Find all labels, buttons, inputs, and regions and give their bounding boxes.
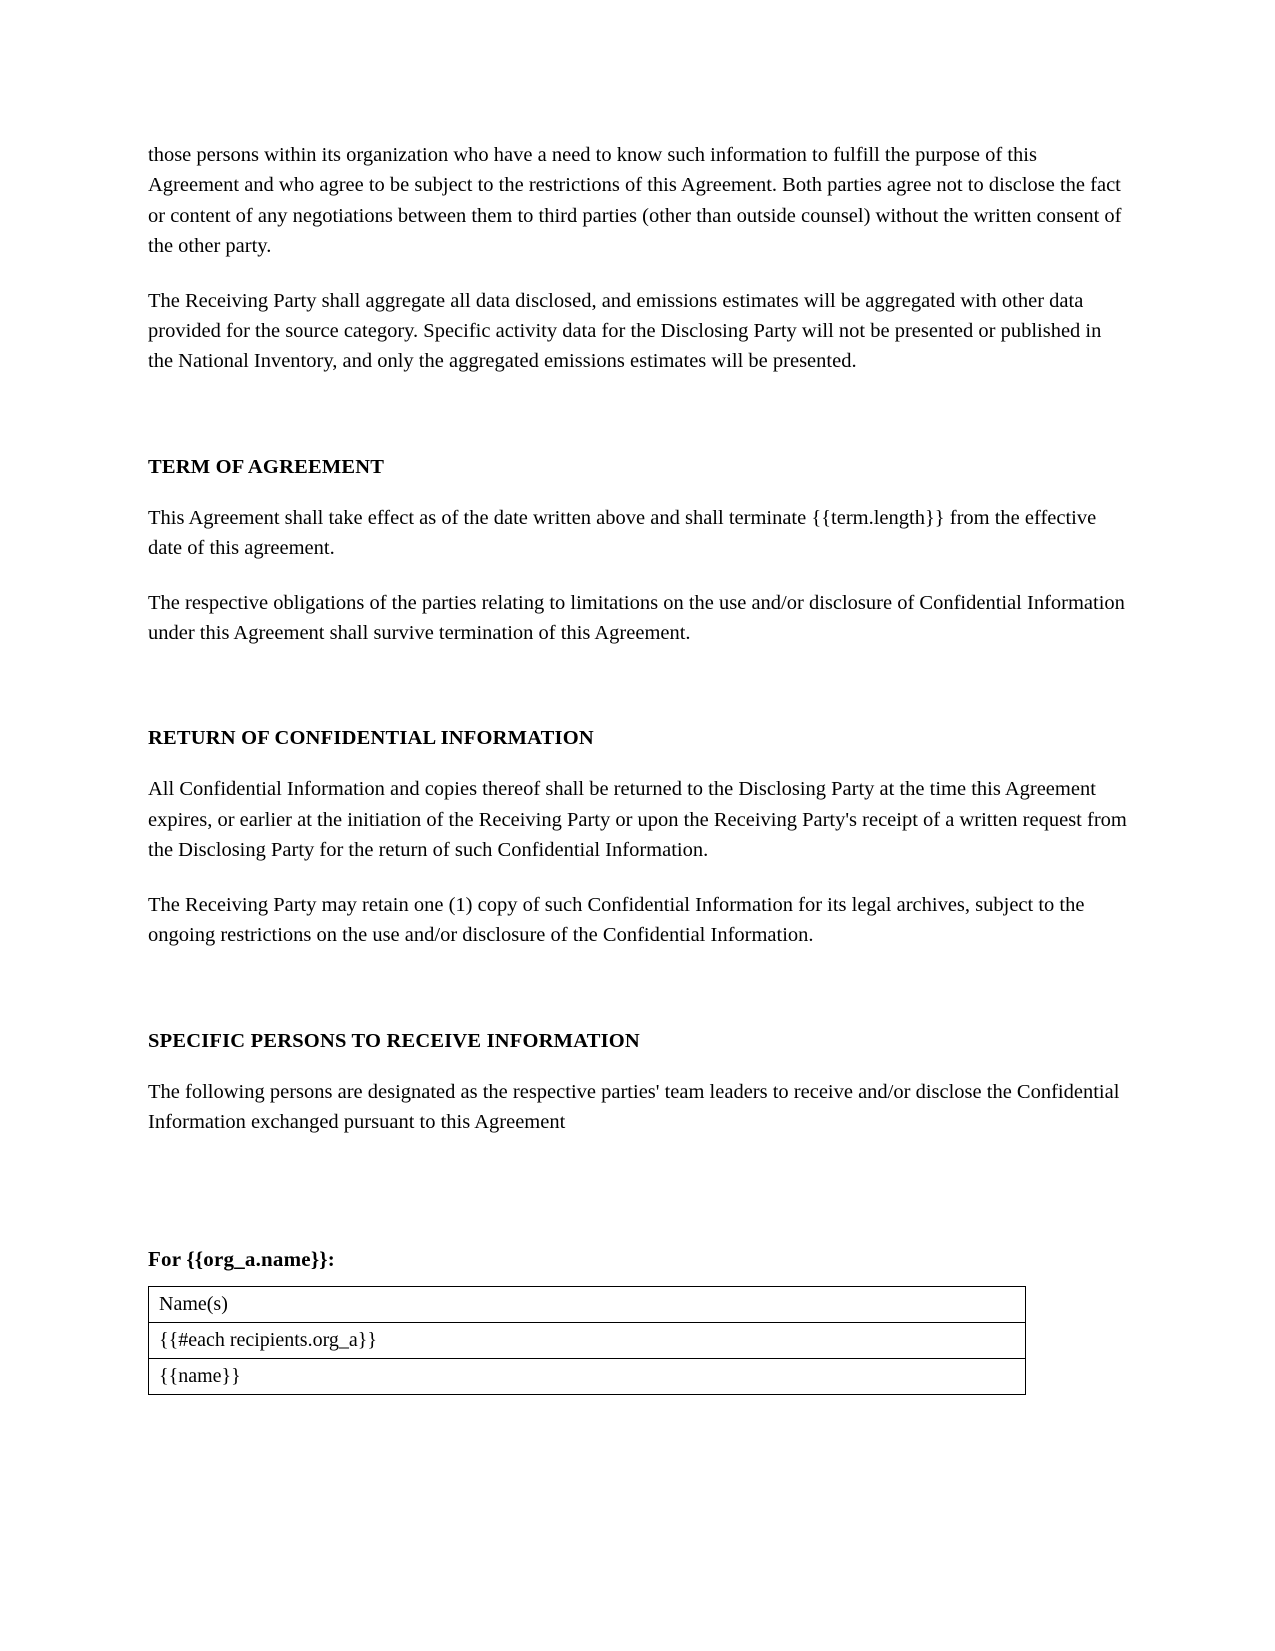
spacer xyxy=(148,401,1128,453)
document-body xyxy=(148,140,1128,1395)
paragraph-designated-persons: The following persons are designated as the respective parties' team leaders to receive and/or disclose the Confidential Information exchanged pursuant to this Agreement xyxy=(148,1080,1120,1133)
table-cell-each-recipients: {{#each recipients.org_a}} xyxy=(149,1323,1026,1359)
table-cell-name: {{name}} xyxy=(149,1359,1026,1395)
paragraph-term-effect: This Agreement shall take effect as of the date written above and shall terminate {{term.length}} from the effective date of this agreement. xyxy=(148,506,1097,560)
paragraph-continuation: those persons within its organization who have a need to know such information to fulfill the purpose of this Agreement and who agree to be subject to the restrictions of this Agreement. Both parties agree not to disclose the fact or content of any negotiations between them to third parties (other than outside counsel) without the written consent of the other party. xyxy=(148,144,1122,258)
paragraph-aggregation: The Receiving Party shall aggregate all data disclosed, and emissions estimates will be aggregated with other data provided for the source category. Specific activity data for the Disclosing Party will not be presented or published in the National Inventory, and only the aggregated emissions estimates will be presented. xyxy=(148,289,1102,373)
section-heading-specific-persons: SPECIFIC PERSONS TO RECEIVE INFORMATION xyxy=(148,1029,640,1052)
recipients-table xyxy=(148,1286,1026,1395)
paragraph-return-obligation: All Confidential Information and copies thereof shall be returned to the Disclosing Party at the time this Agreement expires, or earlier at the initiation of the Receiving Party or upon the Receiving Party's receipt of a written request from the Disclosing Party for the return of such Confidential Information. xyxy=(148,778,1127,862)
paragraph-term-survival: The respective obligations of the parties relating to limitations on the use and/or disclosure of Confidential Information under this Agreement shall survive termination of this Agreement. xyxy=(148,591,1125,645)
table-row xyxy=(149,1359,1026,1395)
section-heading-term-of-agreement: TERM OF AGREEMENT xyxy=(148,455,385,478)
spacer xyxy=(148,672,1128,724)
table-header-names: Name(s) xyxy=(149,1287,1026,1323)
paragraph-retained-copy: The Receiving Party may retain one (1) copy of such Confidential Information for its legal archives, subject to the ongoing restrictions on the use and/or disclosure of the Confidential Information. xyxy=(148,893,1085,947)
spacer xyxy=(148,975,1128,1027)
for-organization-label: For {{org_a.name}}: xyxy=(148,1247,335,1272)
table-row xyxy=(149,1287,1026,1323)
section-heading-return-of-confidential-information: RETURN OF CONFIDENTIAL INFORMATION xyxy=(148,727,594,750)
spacer xyxy=(148,1161,1128,1247)
table-row xyxy=(149,1323,1026,1359)
